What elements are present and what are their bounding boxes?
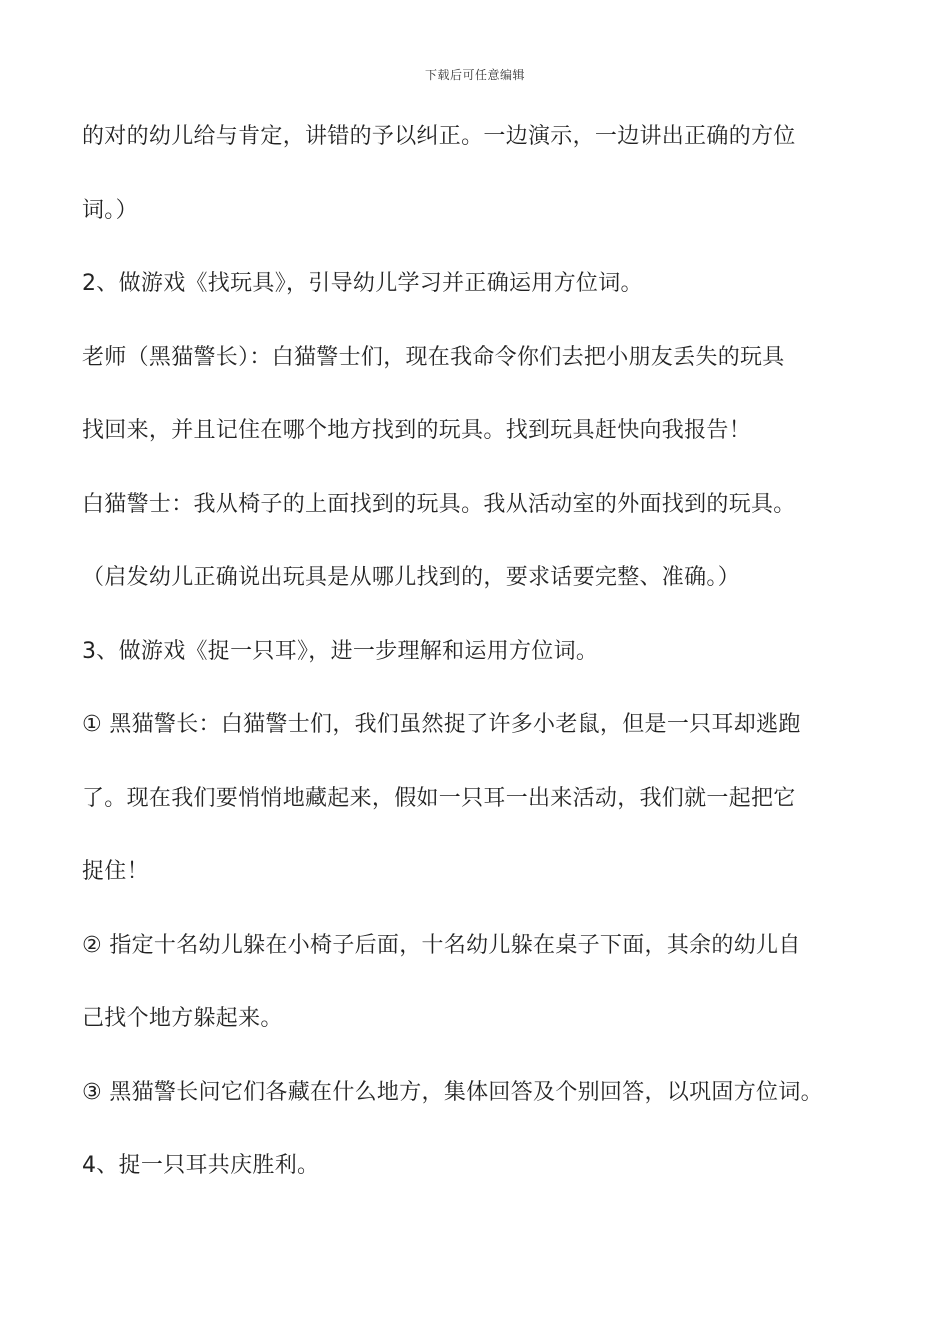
text-line: 2、做游戏《找玩具》，引导幼儿学习并正确运用方位词。: [82, 271, 643, 296]
text-line: 找回来，并且记住在哪个地方找到的玩具。找到玩具赶快向我报告！: [82, 418, 752, 443]
text-line: 了。现在我们要悄悄地藏起来，假如一只耳一出来活动，我们就一起把它: [82, 785, 796, 811]
text-line: ② 指定十名幼儿躲在小椅子后面，十名幼儿躲在桌子下面，其余的幼儿自: [82, 932, 801, 958]
document-body: [82, 115, 872, 1218]
text-line: 词。）: [82, 197, 138, 223]
text-line: 的对的幼儿给与肯定，讲错的予以纠正。一边演示，一边讲出正确的方位: [82, 124, 796, 149]
text-line: ① 黑猫警长：白猫警士们，我们虽然捉了许多小老鼠，但是一只耳却逃跑: [82, 712, 801, 737]
text-line: 老师（黑猫警长）：白猫警士们，现在我命令你们去把小朋友丢失的玩具: [82, 344, 785, 370]
text-line: 3、做游戏《捉一只耳》，进一步理解和运用方位词。: [82, 638, 599, 664]
text-line: ③ 黑猫警长问它们各藏在什么地方，集体回答及个别回答，以巩固方位词。: [82, 1079, 823, 1105]
text-line: 4、捉一只耳共庆胜利。: [82, 1153, 320, 1178]
text-line: 己找个地方躲起来。: [82, 1006, 283, 1031]
page-header: 下载后可任意编辑: [424, 68, 525, 82]
text-line: 捉住！: [82, 859, 149, 884]
text-line: （启发幼儿正确说出玩具是从哪儿找到的，要求话要完整、准确。）: [82, 565, 741, 590]
text-line: 白猫警士：我从椅子的上面找到的玩具。我从活动室的外面找到的玩具。: [82, 491, 796, 517]
